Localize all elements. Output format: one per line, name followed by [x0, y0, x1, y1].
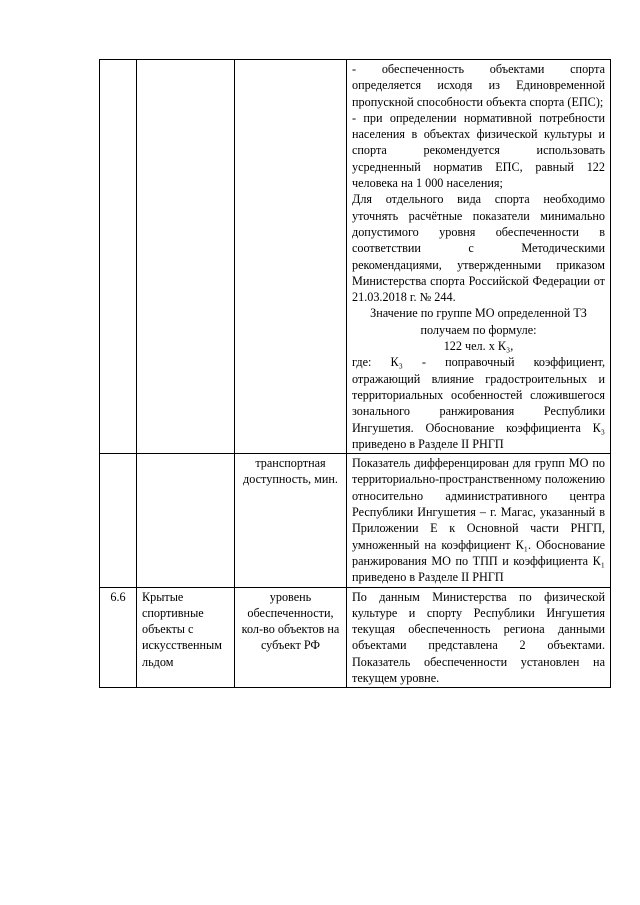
description [347, 587, 611, 688]
object-name: Крытые спортивные объекты с искусственным льдом [137, 587, 235, 688]
norms-table [99, 59, 611, 688]
description-paragraph: Значение по группе МО определенной ТЗ получаем по формуле: [370, 306, 587, 337]
indicator [235, 60, 347, 454]
description-paragraph: - при определении нормативной потребности населения в объектах физической культуры и спорта рекомендуется использовать усредненный норматив ЕПС, равный 122 человека на 1 000 населения; [352, 110, 605, 191]
table-row [100, 454, 611, 587]
description-paragraph: Для отдельного вида спорта необходимо уточнять расчётные показатели минимально допустимого уровня обеспеченности в соответствии с Методическими рекомендациями, утвержденными приказом Министерства спорта Российской Федерации от 21.03.2018 г. № 244. [352, 192, 605, 305]
table-row [100, 587, 611, 688]
description-paragraph: - обеспеченность объектами спорта определяется исходя из Единовременной пропускной способности объекта спорта (ЕПС); [352, 62, 605, 109]
description-paragraph: Показатель дифференцирован для групп МО по территориально-пространственному положению относительно административного центра Республики Ингушетия – г. Магас, указанный в Приложении Е к Основной части РНГП, умноженный на коэффициент К₁. Обоснование ранжирования МО по ТПП и коэффициента К₁ приведено в Разделе II РНГП [352, 456, 605, 585]
object-name [137, 454, 235, 587]
row-number [100, 60, 137, 454]
object-name [137, 60, 235, 454]
row-number: 6.6 [100, 587, 137, 688]
formula: 122 чел. х К₃, [443, 339, 514, 354]
row-number [100, 454, 137, 587]
description [347, 454, 611, 587]
description [347, 60, 611, 454]
description-paragraph: где: К₃ - поправочный коэффициент, отражающий влияние градостроительных и территориальных особенностей сложившегося зонального ранжирования Республики Ингушетия. Обоснование коэффициента К₃ приведено в Разделе II РНГП [352, 355, 605, 451]
indicator: уровень обеспеченности, кол-во объектов на субъект РФ [235, 587, 347, 688]
indicator: транспортная доступность, мин. [235, 454, 347, 587]
table-row [100, 60, 611, 454]
description-paragraph: По данным Министерства по физической культуре и спорту Республики Ингушетия текущая обеспеченность региона данными объектами представлена 2 объектами. Показатель обеспеченности установлен на текущем уровне. [352, 589, 605, 685]
